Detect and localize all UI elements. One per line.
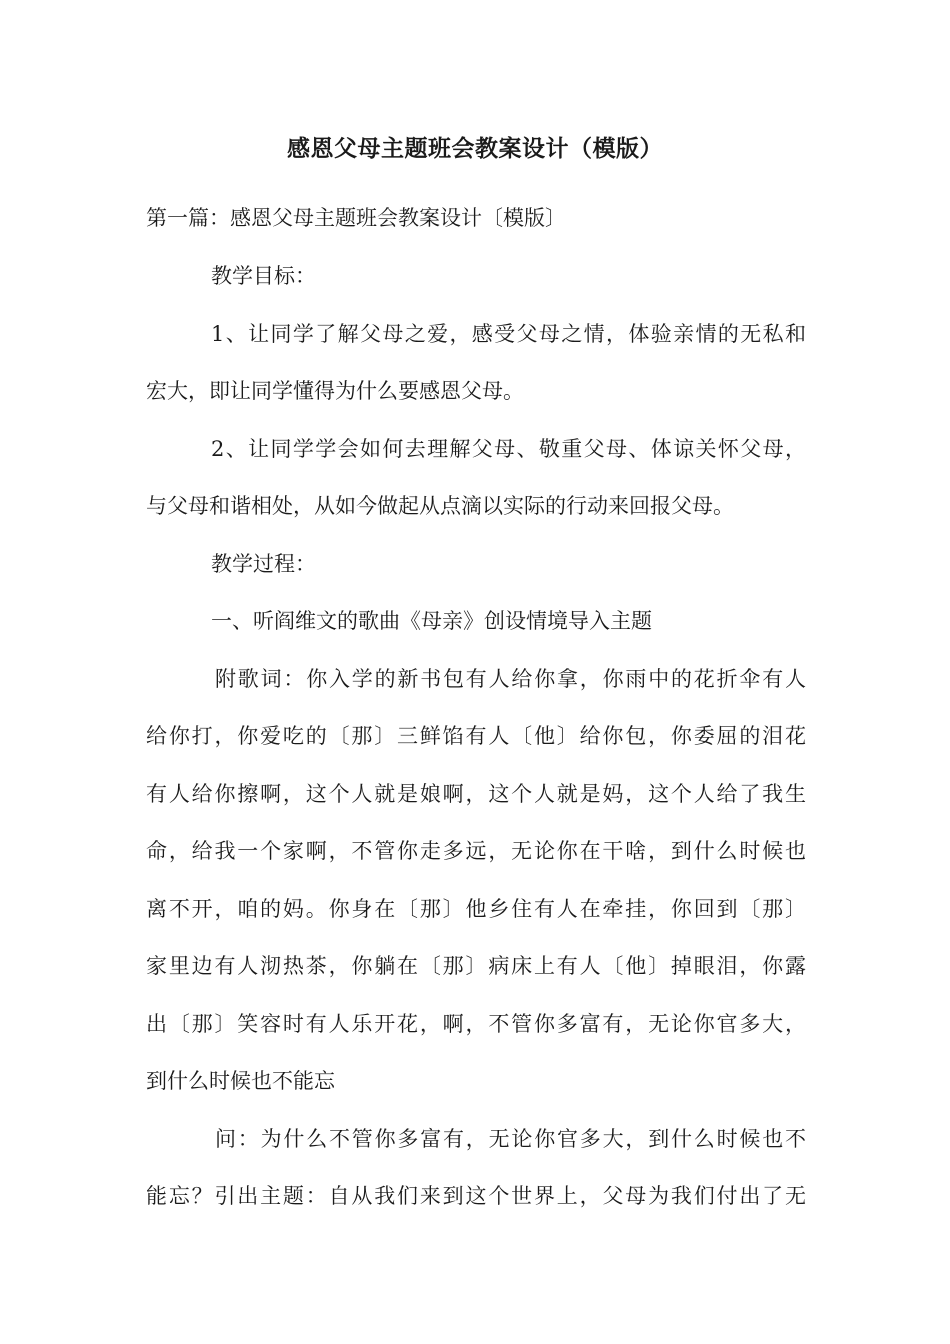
lyrics-line: 附歌词：你入学的新书包有人给你拿，你雨中的花折伞有人: [215, 667, 806, 691]
step-1-heading: 一、听阎维文的歌曲《母亲》创设情境导入主题: [211, 609, 652, 633]
lyrics-line: 家里边有人沏热茶，你躺在〔那〕病床上有人〔他〕掉眼泪，你露: [146, 954, 806, 978]
question-line-1: 问：为什么不管你多富有，无论你官多大，到什么时候也不: [215, 1127, 806, 1151]
goal-1-line-1: 1、让同学了解父母之爱，感受父母之情，体验亲情的无私和: [211, 322, 806, 346]
lyrics-line: 离不开，咱的妈。你身在〔那〕他乡住有人在牵挂，你回到〔那〕: [146, 897, 806, 921]
lyrics-line: 出〔那〕笑容时有人乐开花，啊，不管你多富有，无论你官多大，: [146, 1012, 806, 1036]
process-heading: 教学过程：: [211, 552, 316, 576]
lyrics-line: 有人给你擦啊，这个人就是娘啊，这个人就是妈，这个人给了我生: [146, 782, 806, 806]
goal-2-line-2: 与父母和谐相处，从如今做起从点滴以实际的行动来回报父母。: [146, 494, 734, 518]
lyrics-line: 给你打，你爱吃的〔那〕三鲜馅有人〔他〕给你包，你委屈的泪花: [146, 724, 806, 748]
goal-1-line-2: 宏大，即让同学懂得为什么要感恩父母。: [146, 379, 524, 403]
lyrics-line: 到什么时候也不能忘: [146, 1069, 335, 1093]
question-line-2: 能忘？引出主题：自从我们来到这个世界上，父母为我们付出了无: [146, 1184, 806, 1208]
goals-heading: 教学目标：: [211, 264, 316, 288]
section-heading: 第一篇：感恩父母主题班会教案设计〔模版〕: [146, 206, 566, 230]
document-title: 感恩父母主题班会教案设计（模版）: [287, 135, 663, 162]
goal-2-line-1: 2、让同学学会如何去理解父母、敬重父母、体谅关怀父母，: [211, 437, 806, 461]
lyrics-line: 命，给我一个家啊，不管你走多远，无论你在干啥，到什么时候也: [146, 839, 806, 863]
